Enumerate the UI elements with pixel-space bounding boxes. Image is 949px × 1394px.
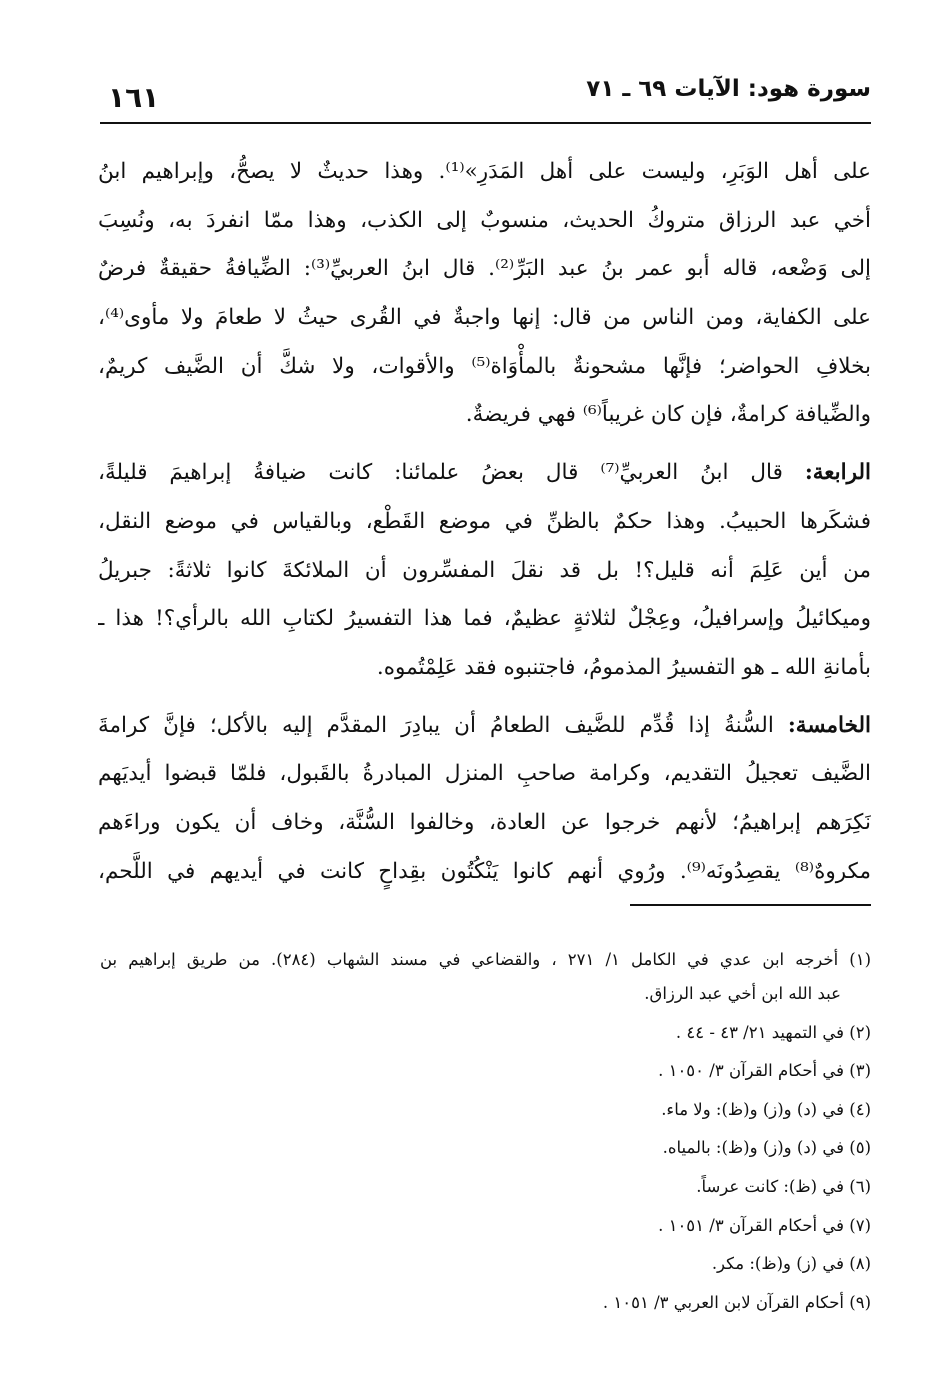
text-line: وميكائيلُ وإسرافيلُ، وعِجْلٌ لثلاثةٍ عظيمٌ، فما هذا التفسيرُ لكتابِ الله بالرأي؟! هذا ـ xyxy=(98,606,871,632)
text-line: بأمانةِ الله ـ هو التفسيرُ المذمومُ، فاجتنبوه فقد عَلِمْتُموه. xyxy=(376,654,871,680)
text-line xyxy=(98,702,871,751)
footnote-item xyxy=(100,1207,871,1246)
footnote-item xyxy=(100,1091,871,1130)
page-header xyxy=(100,72,871,124)
text-line xyxy=(98,449,871,498)
footnote-number: (٢) xyxy=(849,1022,871,1042)
text-line: مكروهٌ⁽⁸⁾ يقصِدُونَه⁽⁹⁾. ورُوي أنهم كانوا يَنْكُتُون بقِداحٍ كانت في أيديهم في اللَّحم، xyxy=(98,858,871,884)
page-number: ١٦١ xyxy=(108,81,160,114)
main-text xyxy=(98,148,871,896)
text-line: أخي عبد الرزاق متروكُ الحديث، منسوبٌ إلى الكذب، وهذا ممّا انفردَ به، ونُسِبَ xyxy=(98,207,871,233)
footnote-item xyxy=(100,1284,871,1323)
footnote-text: في (د) و(ز) و(ظ): ولا ماء. xyxy=(661,1099,844,1119)
footnote-continuation: عبد الله ابن أخي عبد الرزاق. xyxy=(644,984,841,1003)
footnote-item xyxy=(100,1052,871,1091)
footnote-text: أخرجه ابن عدي في الكامل ١/ ٢٧١ ، والقضاعي في مسند الشهاب (٢٨٤). من طريق إبراهيم بن xyxy=(100,950,839,969)
footnote-text: في التمهيد ٢١/ ٤٣ - ٤٤ . xyxy=(675,1022,844,1042)
footnote-number: (٦) xyxy=(849,1176,871,1196)
footnote-number: (٣) xyxy=(849,1061,871,1081)
text-line: فشكَرها الحبيبُ. وهذا حكمٌ بالظنِّ في موضع القَطْع، وبالقياس في موضع النقل، xyxy=(98,508,871,534)
text-run: السُّنةُ إذا قُدِّم للضَّيف الطعامُ أن يبادِرَ المقدَّم إليه بالأكل؛ فإنَّ كرامةَ xyxy=(98,712,774,738)
footnote-text: في أحكام القرآن ٣/ ١٠٥٠ . xyxy=(658,1061,844,1081)
footnote-number: (٩) xyxy=(849,1292,871,1312)
footnote-text: في (ز) و(ظ): مكر. xyxy=(711,1254,844,1274)
footnote-number: (١) xyxy=(849,950,871,969)
footnote-text: في (ظ): كانت عرساً. xyxy=(696,1176,844,1196)
running-title: سورة هود: الآيات ٦٩ ـ ٧١ xyxy=(586,76,871,102)
footnote-text: أحكام القرآن لابن العربي ٣/ ١٠٥١ . xyxy=(602,1292,844,1312)
text-line: بخلافِ الحواضر؛ فإنَّها مشحونةٌ بالمأْوَاة⁽⁵⁾ والأقوات، ولا شكَّ أن الضَّيف كريمٌ، xyxy=(98,353,871,379)
footnote-item xyxy=(100,1129,871,1168)
text-line: الضَّيف تعجيلُ التقديم، وكرامة صاحبِ المنزل المبادرةُ بالقَبول، فلمّا قبضوا أيديَهم xyxy=(98,761,871,787)
footnote-item xyxy=(100,944,871,975)
section-label-rabia: الرابعة: xyxy=(804,460,871,486)
text-line: نَكِرَهم إبراهيمُ؛ لأنهم خرجوا عن العادة، وخالفوا السُّنَّة، وخاف أن يكون وراءَهم xyxy=(98,809,871,835)
footnote-number: (٧) xyxy=(849,1215,871,1235)
footnote-separator xyxy=(630,904,871,906)
footnote-item xyxy=(100,1245,871,1284)
footnote-item xyxy=(100,1014,871,1053)
text-line: على الكفاية، ومن الناس من قال: إنها واجبةٌ في القُرى حيثُ لا طعامَ ولا مأوى⁽⁴⁾، xyxy=(98,305,871,331)
footnote-number: (٤) xyxy=(849,1099,871,1119)
footnote-number: (٨) xyxy=(849,1254,871,1274)
text-line: والضِّيافة كرامةٌ، فإن كان غريباً⁽⁶⁾ فهي فريضةٌ. xyxy=(465,402,871,428)
text-run: قال ابنُ العربيِّ⁽⁷⁾ قال بعضُ علمائنا: كانت ضيافةُ إبراهيمَ قليلةً، xyxy=(98,460,783,486)
text-line: على أهل الوَبَرِ، وليست على أهل المَدَرِ»⁽¹⁾. وهذا حديثٌ لا يصحُّ، وإبراهيم ابنُ xyxy=(98,159,871,184)
text-line: من أين عَلِمَ أنه قليل؟! بل قد نقلَ المفسِّرون أن الملائكةَ كانوا ثلاثةً: جبريلُ xyxy=(98,557,871,583)
section-label-khamisa: الخامسة: xyxy=(787,712,871,738)
footnote-number: (٥) xyxy=(849,1138,871,1158)
footnote-item xyxy=(100,1168,871,1207)
footnote-text: في (د) و(ز) و(ظ): بالمياه. xyxy=(662,1138,844,1158)
footnotes xyxy=(100,944,871,1322)
text-line: إلى وَضْعه، قاله أبو عمر بنُ عبد البَرِّ⁽²⁾. قال ابنُ العربيِّ⁽³⁾: الضِّيافةُ حقيقةٌ فرضٌ xyxy=(98,256,871,282)
footnote-text: في أحكام القرآن ٣/ ١٠٥١ . xyxy=(658,1215,844,1235)
